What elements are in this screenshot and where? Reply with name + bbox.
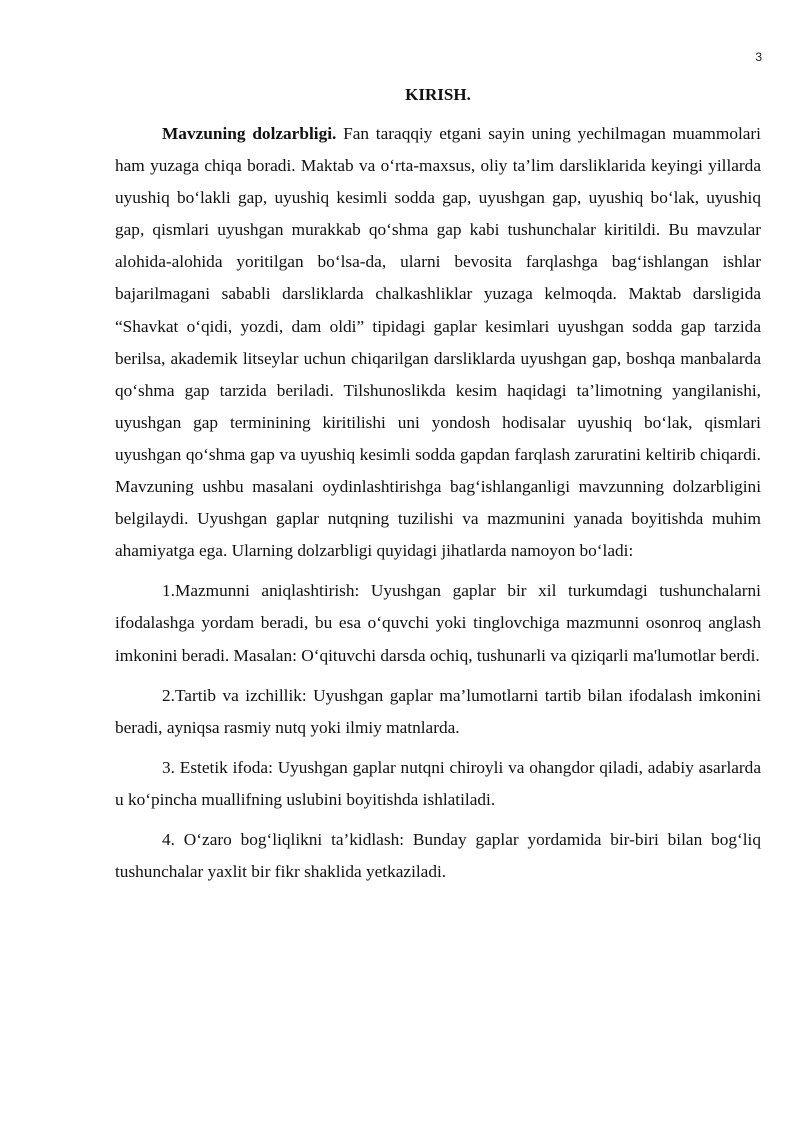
- page-number: 3: [755, 50, 762, 64]
- point-paragraph-4: 4. O‘zaro bog‘liqlikni ta’kidlash: Bunday gaplar yordamida bir-biri bilan bog‘liq tushunchalar yaxlit bir fikr shaklida yetkaziladi.: [115, 829, 761, 882]
- point-paragraph-1: 1.Mazmunni aniqlashtirish: Uyushgan gaplar bir xil turkumdagi tushunchalarni ifodalashga yordam beradi, bu esa o‘quvchi yoki tinglovchiga mazmunni osonroq anglash imkonini beradi. Masalan: O‘qituvchi darsda ochiq, tushunarli va qiziqarli ma'lumotlar berdi.: [115, 581, 761, 665]
- point-paragraph-3: 3. Estetik ifoda: Uyushgan gaplar nutqni chiroyli va ohangdor qiladi, adabiy asarlarda u ko‘pincha muallifning uslubini boyitishda ishlatiladi.: [115, 757, 761, 809]
- intro-lead: Mavzuning dolzarbligi.: [162, 124, 337, 143]
- point-paragraph-2: 2.Tartib va izchillik: Uyushgan gaplar ma’lumotlarni tartib bilan ifodalash imkonini beradi, ayniqsa rasmiy nutq yoki ilmiy matnlarda.: [115, 685, 761, 737]
- intro-text: Fan taraqqiy etgani sayin uning yechilmagan muammolari ham yuzaga chiqa boradi. Maktab va o‘rta-maxsus, oliy ta’lim darsliklarida keyingi yillarda uyushiq bo‘lakli gap, uyushiq kesimli sodda gap, uyushgan gap, uyushiq bo‘lak, uyushiq gap, qismlari uyushgan murakkab qo‘shma gap kabi tushunchalar kiritildi. Bu mavzular alohida-alohida yoritilgan bo‘lsa-da, ularni bevosita farqlashga bag‘ishlangan ishlar bajarilmagani sababli darsliklarda chalkashliklar yuzaga kelmoqda. Maktab darsligida “Shavkat o‘qidi, yozdi, dam oldi” tipidagi gaplar kesimlari uyushgan sodda gap tarzida berilsa, akademik litseylar uchun chiqarilgan darsliklarda uyushgan gap, boshqa manbalarda qo‘shma gap tarzida beriladi. Tilshunoslikda kesim haqidagi ta’limotning yangilanishi, uyushgan gap terminining kiritilishi uni yondosh hodisalar uyushiq bo‘lak, qismlari uyushgan qo‘shma gap va uyushiq kesimli sodda gapdan farqlash zaruratini keltirib chiqardi. Mavzuning ushbu masalani oydinlashtirishga bag‘ishlanganligi mavzunning dolzarbligini belgilaydi. Uyushgan gaplar nutqning tuzilishi va mazmunini yanada boyitishda muhim ahamiyatga ega. Ularning dolzarbligi quyidagi jihatlarda namoyon bo‘ladi:: [115, 124, 761, 561]
- intro-paragraph: [115, 118, 761, 567]
- section-heading: KIRISH.: [405, 85, 471, 104]
- document-body: [115, 83, 761, 888]
